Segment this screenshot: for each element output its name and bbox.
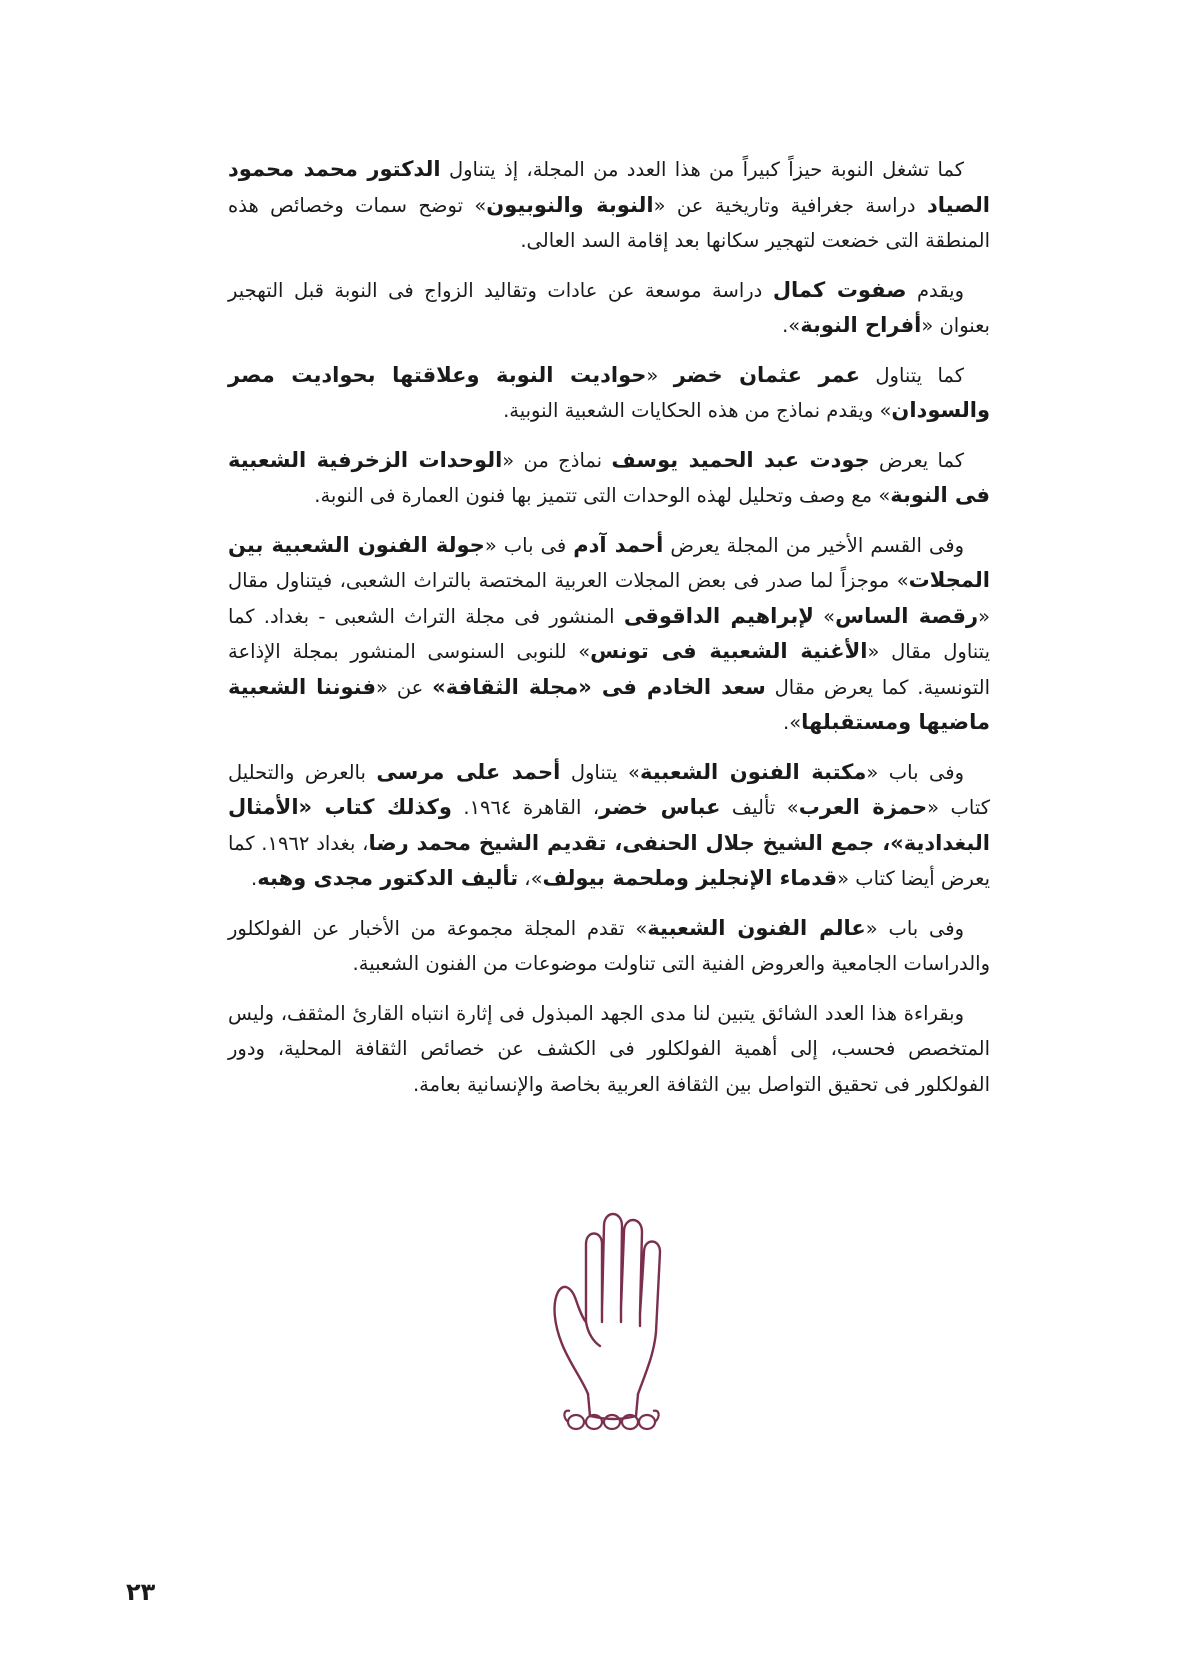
text-run: » للنوبى السنوسى المنشور بمجلة الإذاعة التونسية. كما يعرض مقال [228, 640, 990, 699]
text-run: بالعرض والتحليل كتاب « [228, 760, 990, 819]
bold-text: عالم الفنون الشعبية [647, 915, 866, 940]
paragraph [228, 358, 990, 429]
hand-emblem-icon [548, 1204, 672, 1440]
bold-text: عباس خضر [599, 795, 721, 819]
bold-text: قدماء الإنجليز وملحمة بيولف [542, 866, 838, 890]
bold-text: مكتبة الفنون الشعبية [639, 759, 867, 784]
bold-text: حواديت النوبة وعلاقتها بحواديت مصر والسودان [228, 362, 990, 422]
bold-text: الدكتور محمد محمود الصياد [228, 157, 990, 217]
text-run: نماذج من « [502, 448, 612, 472]
bold-text: رقصة الساس [835, 603, 979, 628]
paragraph [228, 911, 990, 982]
paragraph [228, 273, 990, 344]
text-run: عن « [376, 675, 433, 699]
text-run: دراسة جغرافية وتاريخية عن « [653, 193, 927, 217]
text-run: » يتناول [560, 760, 640, 784]
text-run: المنشور فى مجلة التراث الشعبى - بغداد. كما يتناول مقال « [228, 604, 990, 663]
bold-text: جودت عبد الحميد يوسف [611, 447, 870, 472]
text-run: ». [782, 314, 801, 337]
text-run: وفى باب « [865, 916, 965, 940]
bold-text: تأليف الدكتور مجدى وهبه [257, 866, 519, 890]
paragraph [228, 755, 990, 897]
text-run: كما يعرض [869, 448, 965, 472]
bold-text: حمزة العرب [798, 795, 928, 819]
paragraph [228, 443, 990, 514]
text-run: كما يتناول [859, 363, 964, 387]
bold-text: لإبراهيم الداقوقى [623, 603, 814, 628]
paragraph [228, 152, 990, 259]
text-run: . [251, 867, 258, 890]
bold-text: النوبة والنوبيون [486, 192, 654, 217]
text-run: ». [783, 711, 802, 734]
bold-text: الأغنية الشعبية فى تونس [590, 639, 868, 663]
bold-text: أحمد على مرسى [376, 759, 561, 784]
page-number: ٢٣ [126, 1578, 156, 1606]
text-run: وبقراءة هذا العدد الشائق يتبين لنا مدى الجهد المبذول فى إثارة انتباه القارئ المثقف، وليس المتخصص فحسب، إلى أهمية الفولكلور فى الكشف عن خصائص الثقافة المحلية، ودور الفولكلور فى تحقيق التواصل بين الثقافة العربية بخاصة والإنسانية بعامة. [228, 1001, 990, 1096]
article-text [228, 152, 990, 1116]
text-run: » مع وصف وتحليل لهذه الوحدات التى تتميز بها فنون العمارة فى النوبة. [314, 484, 891, 507]
text-run: » تأليف [720, 796, 799, 819]
bold-text: وكذلك كتاب «الأمثال البغدادية»، جمع الشيخ جلال الحنفى، تقديم الشيخ محمد رضا [228, 795, 990, 855]
text-run: »، [518, 867, 543, 890]
text-run: » موجزاً لما صدر فى بعض المجلات العربية المختصة بالتراث الشعبى، فيتناول مقال « [228, 569, 990, 628]
bold-text: أحمد آدم [573, 532, 664, 557]
text-run: « [646, 363, 674, 387]
paragraph [228, 996, 990, 1103]
text-run: فى باب « [484, 533, 574, 557]
text-run: ، القاهرة ١٩٦٤. [451, 796, 600, 819]
text-run: وفى باب « [866, 760, 965, 784]
text-run: » ويقدم نماذج من هذه الحكايات الشعبية النوبية. [503, 399, 892, 422]
text-run: دراسة موسعة عن عادات وتقاليد الزواج فى النوبة قبل التهجير بعنوان « [228, 278, 990, 337]
bold-text: سعد الخادم فى «مجلة الثقافة» [432, 674, 766, 699]
text-run: » [813, 604, 836, 628]
text-run: ويقدم [906, 278, 964, 302]
bold-text: أفراح النوبة [800, 313, 922, 337]
bold-text: عمر عثمان خضر [673, 362, 860, 387]
bold-text: الوحدات الزخرفية الشعبية فى النوبة [228, 447, 990, 507]
text-run: كما تشغل النوبة حيزاً كبيراً من هذا العدد من المجلة، إذ يتناول [440, 158, 964, 181]
text-run: ، بغداد ١٩٦٢. كما يعرض أيضا كتاب « [228, 831, 990, 890]
text-run: وفى القسم الأخير من المجلة يعرض [663, 533, 964, 557]
paragraph [228, 528, 990, 741]
bold-text: صفوت كمال [772, 277, 907, 302]
bold-text: جولة الفنون الشعبية بين المجلات [228, 532, 990, 592]
text-run: » تقدم المجلة مجموعة من الأخبار عن الفولكلور والدراسات الجامعية والعروض الفنية التى تناولت موضوعات من الفنون الشعبية. [228, 916, 990, 975]
bold-text: فنوننا الشعبية ماضيها ومستقبلها [228, 674, 990, 734]
text-run: » توضح سمات وخصائص هذه المنطقة التى خضعت لتهجير سكانها بعد إقامة السد العالى. [228, 193, 990, 252]
